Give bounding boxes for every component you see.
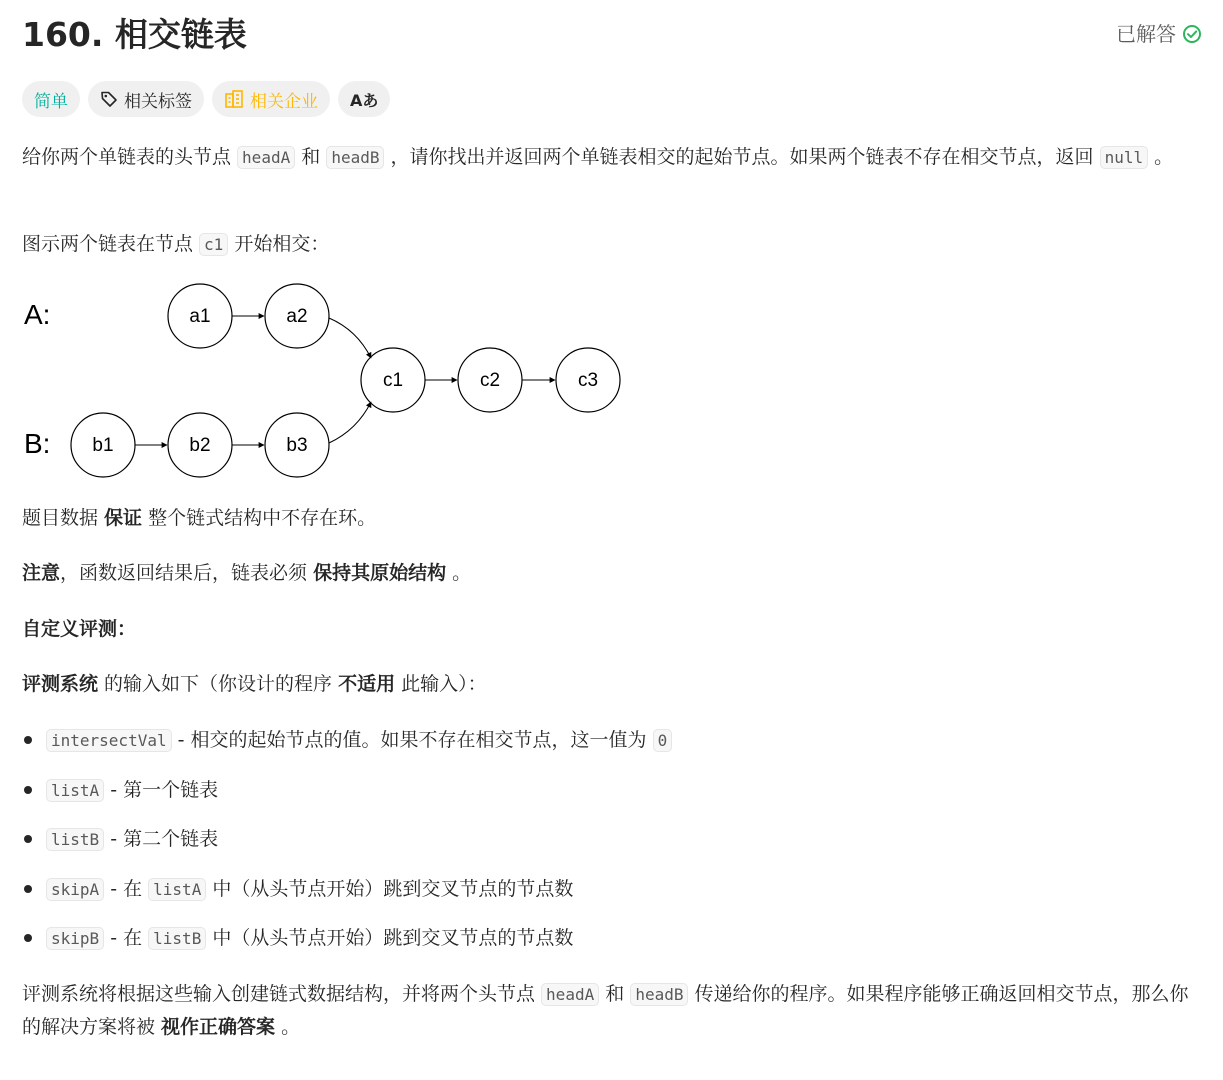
text: 。 — [275, 1016, 301, 1038]
bold-text: 注意 — [22, 562, 61, 584]
related-companies-button[interactable] — [212, 81, 330, 117]
text: - 在 — [104, 877, 149, 900]
node-b2 — [168, 413, 232, 477]
translate-icon: Aあ — [350, 90, 379, 110]
input-list — [22, 722, 1202, 970]
bullet — [24, 934, 32, 942]
text: 和 — [599, 983, 631, 1005]
text: 和 — [295, 146, 327, 168]
solved-status — [1116, 20, 1202, 48]
list-item — [22, 920, 1202, 970]
bullet — [24, 885, 32, 893]
text: 给你两个单链表的头节点 — [22, 146, 238, 168]
bullet — [24, 786, 32, 794]
text: 开始相交： — [228, 233, 330, 255]
bold-text: 保证 — [104, 507, 143, 529]
building-icon — [224, 89, 244, 109]
text: 图示两个链表在节点 — [22, 233, 200, 255]
bold-text: 自定义评测： — [22, 618, 137, 640]
node-b3 — [265, 413, 329, 477]
bold-text: 不适用 — [338, 673, 396, 695]
inline-code: listA — [148, 878, 206, 901]
text: ，函数返回结果后，链表必须 — [60, 562, 314, 584]
edge-b3-c1 — [329, 402, 371, 443]
node-c3 — [556, 348, 620, 412]
node-a1 — [168, 284, 232, 348]
list-item — [22, 871, 1202, 921]
inline-code: headB — [630, 983, 688, 1006]
text: 中（从头节点开始）跳到交叉节点的节点数 — [206, 877, 574, 900]
node-label: a2 — [286, 306, 308, 327]
text: 传递给你的程序。如果程序能够正确返回相交节点，那么你的解决方案将被 — [22, 983, 1189, 1038]
difficulty-badge — [22, 81, 80, 117]
node-label: b1 — [92, 435, 114, 456]
node-c2 — [458, 348, 522, 412]
text: 整个链式结构中不存在环。 — [142, 507, 377, 529]
text: 的输入如下（你设计的程序 — [98, 673, 339, 695]
text: - 第一个链表 — [104, 778, 219, 801]
tag-icon — [100, 90, 118, 108]
bullet — [24, 835, 32, 843]
bold-text: 保持其原始结构 — [313, 562, 447, 584]
inline-code: 0 — [653, 729, 673, 752]
inline-code: listB — [46, 828, 104, 851]
node-b1 — [71, 413, 135, 477]
node-label: b3 — [286, 435, 308, 456]
diagram-label-b: B: — [24, 428, 51, 459]
difficulty-label: 简单 — [34, 91, 68, 112]
title-row — [22, 12, 1202, 60]
related-companies-label: 相关企业 — [250, 91, 318, 112]
translate-button[interactable] — [338, 81, 390, 117]
diagram-svg — [22, 278, 632, 484]
inline-code: skipB — [46, 927, 104, 950]
description-paragraph-4 — [22, 557, 1202, 590]
description-paragraph-3 — [22, 502, 1202, 535]
text: 。 — [1148, 146, 1174, 168]
node-label: c1 — [382, 370, 404, 391]
text: 中（从头节点开始）跳到交叉节点的节点数 — [206, 927, 574, 949]
inline-code: skipA — [46, 878, 104, 901]
description-paragraph-1 — [22, 141, 1202, 174]
bold-text: 视作正确答案 — [161, 1016, 276, 1038]
text: - 相交的起始节点的值。如果不存在相交节点，这一值为 — [171, 729, 653, 751]
description-paragraph-7 — [22, 978, 1202, 1044]
related-tags-label: 相关标签 — [124, 91, 192, 112]
check-circle-icon — [1182, 24, 1202, 44]
inline-code: headA — [541, 983, 599, 1006]
edge-a2-c1 — [329, 318, 371, 358]
solved-label: 已解答 — [1116, 22, 1176, 46]
inline-code: null — [1100, 146, 1149, 169]
bullet — [24, 736, 32, 744]
inline-code: headB — [326, 146, 384, 169]
node-a2 — [265, 284, 329, 348]
inline-code: intersectVal — [46, 729, 172, 752]
list-item — [22, 772, 1202, 822]
text: 此输入）： — [395, 673, 487, 695]
inline-code: c1 — [199, 233, 228, 256]
node-label: c3 — [577, 370, 599, 391]
description-paragraph-6 — [22, 668, 1202, 701]
text: 。 — [446, 562, 472, 584]
diagram-label-a: A: — [24, 299, 51, 330]
tag-bar — [22, 81, 390, 117]
problem-title[interactable]: 160. 相交链表 — [22, 15, 247, 54]
bold-text: 评测系统 — [22, 673, 99, 695]
text: - 第二个链表 — [104, 828, 219, 850]
text: ，请你找出并返回两个单链表相交的起始节点。如果两个链表不存在相交节点，返回 — [384, 146, 1100, 168]
list-item — [22, 821, 1202, 871]
inline-code: listB — [148, 927, 206, 950]
node-label: a1 — [189, 306, 211, 327]
description-paragraph-2 — [22, 228, 1202, 261]
text: 题目数据 — [22, 507, 105, 529]
text: - 在 — [104, 927, 149, 949]
inline-code: listA — [46, 779, 104, 802]
list-item — [22, 722, 1202, 772]
related-tags-button[interactable] — [88, 81, 204, 117]
inline-code: headA — [237, 146, 295, 169]
description-paragraph-5 — [22, 613, 1202, 646]
text: 评测系统将根据这些输入创建链式数据结构，并将两个头节点 — [22, 983, 542, 1005]
node-label: b2 — [189, 435, 211, 456]
linked-list-diagram — [22, 278, 632, 488]
node-label: c2 — [479, 370, 501, 391]
